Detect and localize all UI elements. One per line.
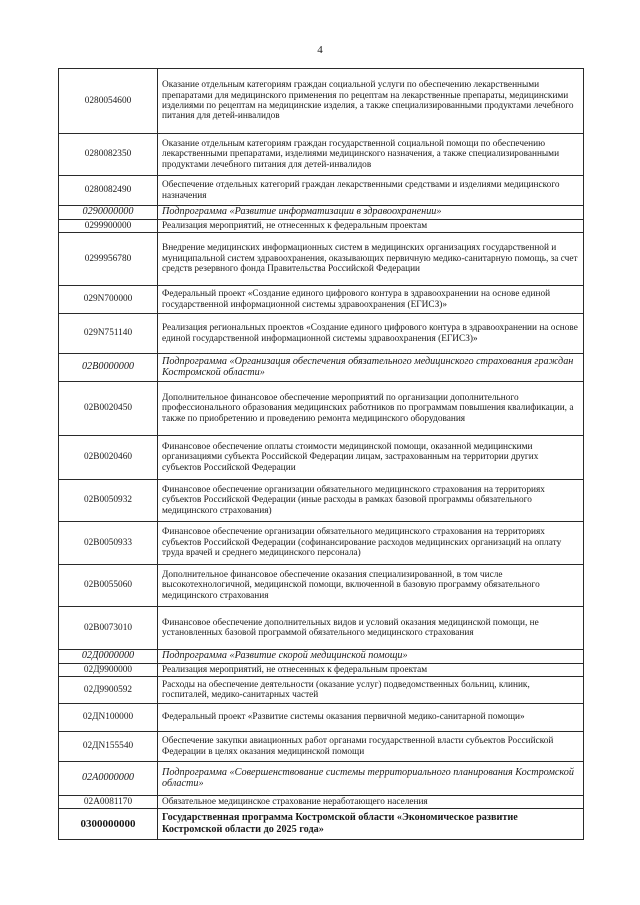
row-code: 02В0050932: [59, 480, 158, 522]
row-code: 02В0020460: [59, 436, 158, 480]
row-description: Финансовое обеспечение оплаты стоимости медицинской помощи, оказанной медицинскими организациями субъекта Российской Федерации лицам, застрахованным на территории других субъектов Российской Федерации: [158, 436, 584, 480]
table-row: [59, 220, 584, 233]
table-row: [59, 796, 584, 809]
budget-classification-table: [58, 68, 584, 840]
table-row: [59, 664, 584, 677]
row-description: Расходы на обеспечение деятельности (оказание услуг) подведомственных больниц, клиник, госпиталей, медико-санитарных частей: [158, 677, 584, 704]
row-description: Федеральный проект «Создание единого цифрового контура в здравоохранении на основе единой государственной информационной системы здравоохранения (ЕГИСЗ)»: [158, 286, 584, 314]
row-code: 02Д0000000: [59, 650, 158, 664]
table-row: [59, 382, 584, 436]
row-description: Подпрограмма «Развитие информатизации в здравоохранении»: [158, 206, 584, 220]
row-code: 0290000000: [59, 206, 158, 220]
table-row: [59, 134, 584, 176]
table-row: [59, 69, 584, 134]
row-description: Дополнительное финансовое обеспечение оказания специализированной, в том числе высокотехнологичной, медицинской помощи, включенной в базовую программу обязательного медицинского страхования: [158, 565, 584, 607]
row-description: Финансовое обеспечение дополнительных видов и условий оказания медицинской помощи, не установленных базовой программой обязательного медицинского страхования: [158, 607, 584, 650]
table-row: [59, 565, 584, 607]
row-description: Финансовое обеспечение организации обязательного медицинского страхования на территориях субъектов Российской Федерации (иные расходы в рамках базовой программы обязательного медицинского страхования): [158, 480, 584, 522]
table-body: [59, 69, 584, 840]
row-code: 02А0081170: [59, 796, 158, 809]
table-row: [59, 354, 584, 382]
table-row: [59, 206, 584, 220]
row-code: 02Д9900000: [59, 664, 158, 677]
table-row: [59, 650, 584, 664]
row-description: Реализация региональных проектов «Создание единого цифрового контура в здравоохранении на основе единой государственной информационной системы здравоохранения (ЕГИСЗ)»: [158, 314, 584, 354]
table-row: [59, 704, 584, 732]
row-code: 02Д9900592: [59, 677, 158, 704]
row-code: 02В0073010: [59, 607, 158, 650]
table-row: [59, 314, 584, 354]
table-row: [59, 480, 584, 522]
row-code: 029N700000: [59, 286, 158, 314]
table-row: [59, 522, 584, 565]
row-code: 0280082490: [59, 176, 158, 206]
table-row: [59, 762, 584, 796]
row-description: Финансовое обеспечение организации обязательного медицинского страхования на территориях субъектов Российской Федерации (софинансирование расходов медицинских организаций на оплату труда врачей и среднего медицинского персонала): [158, 522, 584, 565]
table-row: [59, 732, 584, 762]
table-row: [59, 233, 584, 286]
row-description: Реализация мероприятий, не отнесенных к федеральным проектам: [158, 220, 584, 233]
row-description: Подпрограмма «Совершенствование системы территориального планирования Костромской области»: [158, 762, 584, 796]
table-row: [59, 436, 584, 480]
row-code: 0300000000: [59, 809, 158, 840]
row-description: Оказание отдельным категориям граждан государственной социальной помощи по обеспечению лекарственными препаратами, изделиями медицинского назначения, а также специализированными продуктами лечебного питания для детей-инвалидов: [158, 134, 584, 176]
table-row: [59, 809, 584, 840]
row-description: Государственная программа Костромской области «Экономическое развитие Костромской области до 2025 года»: [158, 809, 584, 840]
row-description: Подпрограмма «Организация обеспечения обязательного медицинского страхования граждан Костромской области»: [158, 354, 584, 382]
row-code: 02В0020450: [59, 382, 158, 436]
row-description: Подпрограмма «Развитие скорой медицинской помощи»: [158, 650, 584, 664]
row-code: 02ДN100000: [59, 704, 158, 732]
table-row: [59, 176, 584, 206]
row-description: Федеральный проект «Развитие системы оказания первичной медико-санитарной помощи»: [158, 704, 584, 732]
page-number: 4: [317, 44, 323, 56]
row-description: Оказание отдельным категориям граждан социальной услуги по обеспечению лекарственными препаратами для медицинского применения по рецептам на лекарственные препараты, медицинскими изделиями по рецептам на медицинские изделия, а также специализированными продуктами лечебного питания для детей-инвалидов: [158, 69, 584, 134]
row-code: 029N751140: [59, 314, 158, 354]
row-code: 02ДN155540: [59, 732, 158, 762]
row-description: Реализация мероприятий, не отнесенных к федеральным проектам: [158, 664, 584, 677]
row-code: 0280054600: [59, 69, 158, 134]
row-description: Обеспечение отдельных категорий граждан лекарственными средствами и изделиями медицинского назначения: [158, 176, 584, 206]
row-code: 02А0000000: [59, 762, 158, 796]
row-description: Обеспечение закупки авиационных работ органами государственной власти субъектов Российской Федерации в целях оказания медицинской помощи: [158, 732, 584, 762]
table-row: [59, 607, 584, 650]
row-code: 02В0050933: [59, 522, 158, 565]
row-code: 0299956780: [59, 233, 158, 286]
row-code: 02В0000000: [59, 354, 158, 382]
row-description: Обязательное медицинское страхование неработающего населения: [158, 796, 584, 809]
table-row: [59, 286, 584, 314]
row-description: Внедрение медицинских информационных систем в медицинских организациях государственной и муниципальной систем здравоохранения, оказывающих первичную медико-санитарную помощь, за счет средств резервного фонда Правительства Российской Федерации: [158, 233, 584, 286]
table-row: [59, 677, 584, 704]
row-description: Дополнительное финансовое обеспечение мероприятий по организации дополнительного профессионального образования медицинских работников по программам повышения квалификации, а также по приобретению и проведению ремонта медицинского оборудования: [158, 382, 584, 436]
row-code: 0299900000: [59, 220, 158, 233]
row-code: 02В0055060: [59, 565, 158, 607]
row-code: 0280082350: [59, 134, 158, 176]
